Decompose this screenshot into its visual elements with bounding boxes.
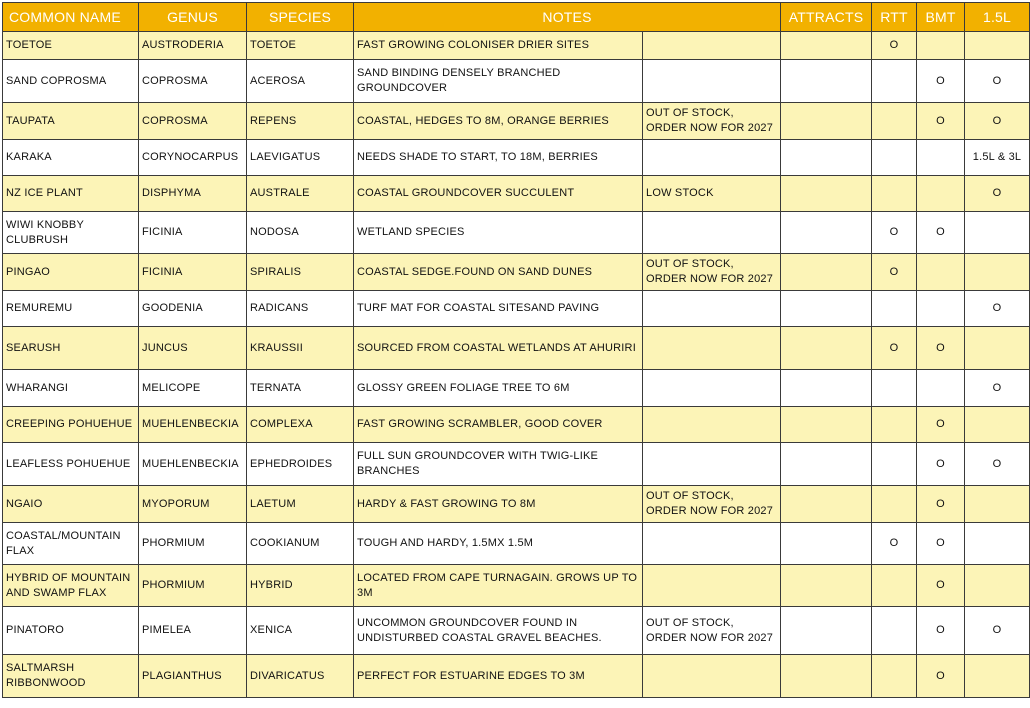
cell-attracts	[781, 565, 872, 607]
cell-bmt	[917, 176, 965, 212]
cell-rtt	[872, 140, 917, 176]
cell-common-name: SALTMARSH RIBBONWOOD	[3, 655, 139, 698]
cell-attracts	[781, 607, 872, 655]
cell-genus: COPROSMA	[139, 60, 247, 103]
cell-common-name: LEAFLESS POHUEHUE	[3, 443, 139, 486]
cell-rtt	[872, 565, 917, 607]
cell-notes: UNCOMMON GROUNDCOVER FOUND IN UNDISTURBED COASTAL GRAVEL BEACHES.	[354, 607, 643, 655]
table-row	[3, 327, 1030, 370]
cell-common-name: PINATORO	[3, 607, 139, 655]
cell-1-5l	[965, 565, 1030, 607]
cell-stock-status: OUT OF STOCK, ORDER NOW FOR 2027	[643, 103, 781, 140]
cell-stock-status: OUT OF STOCK, ORDER NOW FOR 2027	[643, 254, 781, 291]
table-row	[3, 212, 1030, 254]
table-body	[3, 32, 1030, 698]
cell-1-5l	[965, 254, 1030, 291]
cell-1-5l: O	[965, 607, 1030, 655]
cell-bmt: O	[917, 103, 965, 140]
cell-stock-status	[643, 291, 781, 327]
cell-stock-status: OUT OF STOCK, ORDER NOW FOR 2027	[643, 486, 781, 523]
cell-notes: FULL SUN GROUNDCOVER WITH TWIG-LIKE BRANCHES	[354, 443, 643, 486]
cell-bmt	[917, 140, 965, 176]
cell-1-5l: O	[965, 291, 1030, 327]
cell-notes: COASTAL SEDGE.FOUND ON SAND DUNES	[354, 254, 643, 291]
cell-species: LAEVIGATUS	[247, 140, 354, 176]
cell-species: TERNATA	[247, 370, 354, 407]
cell-species: COOKIANUM	[247, 523, 354, 565]
cell-bmt: O	[917, 443, 965, 486]
cell-common-name: WHARANGI	[3, 370, 139, 407]
cell-genus: COPROSMA	[139, 103, 247, 140]
cell-rtt	[872, 407, 917, 443]
cell-notes: NEEDS SHADE TO START, TO 18M, BERRIES	[354, 140, 643, 176]
table-row	[3, 565, 1030, 607]
cell-stock-status	[643, 443, 781, 486]
cell-genus: DISPHYMA	[139, 176, 247, 212]
header-rtt: RTT	[872, 3, 917, 32]
cell-stock-status: LOW STOCK	[643, 176, 781, 212]
cell-common-name: SAND COPROSMA	[3, 60, 139, 103]
cell-bmt: O	[917, 407, 965, 443]
cell-1-5l: O	[965, 103, 1030, 140]
cell-genus: MYOPORUM	[139, 486, 247, 523]
table-row	[3, 607, 1030, 655]
plant-table	[2, 2, 1030, 698]
cell-rtt	[872, 370, 917, 407]
header-row	[3, 3, 1030, 32]
cell-1-5l: O	[965, 370, 1030, 407]
header-genus: GENUS	[139, 3, 247, 32]
table-row	[3, 254, 1030, 291]
cell-genus: PLAGIANTHUS	[139, 655, 247, 698]
cell-species: ACEROSA	[247, 60, 354, 103]
cell-common-name: COASTAL/MOUNTAIN FLAX	[3, 523, 139, 565]
table-row	[3, 291, 1030, 327]
cell-attracts	[781, 103, 872, 140]
cell-bmt: O	[917, 486, 965, 523]
cell-notes: FAST GROWING SCRAMBLER, GOOD COVER	[354, 407, 643, 443]
cell-stock-status	[643, 565, 781, 607]
header-1-5l: 1.5L	[965, 3, 1030, 32]
cell-1-5l	[965, 407, 1030, 443]
cell-attracts	[781, 291, 872, 327]
header-common-name: COMMON NAME	[3, 3, 139, 32]
cell-1-5l: O	[965, 176, 1030, 212]
cell-rtt	[872, 60, 917, 103]
cell-1-5l	[965, 32, 1030, 60]
cell-common-name: TAUPATA	[3, 103, 139, 140]
cell-common-name: WIWI KNOBBY CLUBRUSH	[3, 212, 139, 254]
table-row	[3, 523, 1030, 565]
cell-species: XENICA	[247, 607, 354, 655]
cell-1-5l: 1.5L & 3L	[965, 140, 1030, 176]
cell-genus: FICINIA	[139, 254, 247, 291]
cell-attracts	[781, 32, 872, 60]
cell-stock-status	[643, 370, 781, 407]
cell-species: AUSTRALE	[247, 176, 354, 212]
cell-bmt: O	[917, 565, 965, 607]
cell-common-name: PINGAO	[3, 254, 139, 291]
cell-notes: COASTAL, HEDGES TO 8M, ORANGE BERRIES	[354, 103, 643, 140]
cell-rtt	[872, 103, 917, 140]
cell-1-5l: O	[965, 60, 1030, 103]
cell-attracts	[781, 212, 872, 254]
cell-common-name: NGAIO	[3, 486, 139, 523]
cell-notes: WETLAND SPECIES	[354, 212, 643, 254]
table-row	[3, 32, 1030, 60]
cell-stock-status	[643, 523, 781, 565]
cell-attracts	[781, 655, 872, 698]
cell-species: KRAUSSII	[247, 327, 354, 370]
cell-genus: MUEHLENBECKIA	[139, 407, 247, 443]
cell-bmt: O	[917, 655, 965, 698]
header-attracts: ATTRACTS	[781, 3, 872, 32]
cell-common-name: KARAKA	[3, 140, 139, 176]
cell-1-5l	[965, 212, 1030, 254]
cell-stock-status	[643, 32, 781, 60]
cell-genus: MELICOPE	[139, 370, 247, 407]
cell-species: RADICANS	[247, 291, 354, 327]
cell-notes: SOURCED FROM COASTAL WETLANDS AT AHURIRI	[354, 327, 643, 370]
cell-rtt	[872, 443, 917, 486]
table-row	[3, 655, 1030, 698]
cell-species: EPHEDROIDES	[247, 443, 354, 486]
cell-attracts	[781, 254, 872, 291]
cell-genus: PHORMIUM	[139, 565, 247, 607]
cell-stock-status	[643, 60, 781, 103]
cell-bmt: O	[917, 60, 965, 103]
cell-attracts	[781, 327, 872, 370]
cell-rtt: O	[872, 254, 917, 291]
cell-common-name: REMUREMU	[3, 291, 139, 327]
cell-bmt	[917, 370, 965, 407]
cell-stock-status	[643, 655, 781, 698]
cell-rtt: O	[872, 523, 917, 565]
cell-attracts	[781, 140, 872, 176]
cell-attracts	[781, 486, 872, 523]
cell-bmt: O	[917, 212, 965, 254]
cell-species: HYBRID	[247, 565, 354, 607]
header-species: SPECIES	[247, 3, 354, 32]
cell-stock-status	[643, 140, 781, 176]
cell-genus: PIMELEA	[139, 607, 247, 655]
table-row	[3, 370, 1030, 407]
cell-rtt	[872, 486, 917, 523]
cell-1-5l	[965, 327, 1030, 370]
cell-rtt	[872, 176, 917, 212]
cell-rtt	[872, 655, 917, 698]
cell-attracts	[781, 60, 872, 103]
cell-rtt	[872, 607, 917, 655]
cell-species: SPIRALIS	[247, 254, 354, 291]
cell-bmt: O	[917, 523, 965, 565]
cell-attracts	[781, 523, 872, 565]
cell-species: REPENS	[247, 103, 354, 140]
table-row	[3, 60, 1030, 103]
cell-stock-status	[643, 327, 781, 370]
cell-notes: FAST GROWING COLONISER DRIER SITES	[354, 32, 643, 60]
cell-species: COMPLEXA	[247, 407, 354, 443]
cell-notes: COASTAL GROUNDCOVER SUCCULENT	[354, 176, 643, 212]
cell-genus: JUNCUS	[139, 327, 247, 370]
cell-1-5l	[965, 655, 1030, 698]
cell-common-name: SEARUSH	[3, 327, 139, 370]
cell-bmt	[917, 254, 965, 291]
table-row	[3, 176, 1030, 212]
cell-notes: TURF MAT FOR COASTAL SITESAND PAVING	[354, 291, 643, 327]
cell-1-5l	[965, 523, 1030, 565]
cell-common-name: CREEPING POHUEHUE	[3, 407, 139, 443]
cell-1-5l	[965, 486, 1030, 523]
cell-notes: HARDY & FAST GROWING TO 8M	[354, 486, 643, 523]
table-row	[3, 486, 1030, 523]
cell-genus: AUSTRODERIA	[139, 32, 247, 60]
cell-bmt	[917, 32, 965, 60]
cell-stock-status	[643, 212, 781, 254]
cell-bmt: O	[917, 607, 965, 655]
cell-attracts	[781, 370, 872, 407]
cell-notes: TOUGH AND HARDY, 1.5MX 1.5M	[354, 523, 643, 565]
table-row	[3, 103, 1030, 140]
cell-genus: MUEHLENBECKIA	[139, 443, 247, 486]
cell-genus: FICINIA	[139, 212, 247, 254]
cell-notes: SAND BINDING DENSELY BRANCHED GROUNDCOVER	[354, 60, 643, 103]
cell-notes: LOCATED FROM CAPE TURNAGAIN. GROWS UP TO 3M	[354, 565, 643, 607]
cell-stock-status: OUT OF STOCK, ORDER NOW FOR 2027	[643, 607, 781, 655]
cell-rtt: O	[872, 212, 917, 254]
cell-notes: PERFECT FOR ESTUARINE EDGES TO 3M	[354, 655, 643, 698]
cell-common-name: TOETOE	[3, 32, 139, 60]
cell-rtt: O	[872, 327, 917, 370]
cell-genus: CORYNOCARPUS	[139, 140, 247, 176]
cell-attracts	[781, 443, 872, 486]
cell-rtt: O	[872, 32, 917, 60]
table-row	[3, 140, 1030, 176]
table-row	[3, 443, 1030, 486]
cell-rtt	[872, 291, 917, 327]
cell-bmt	[917, 291, 965, 327]
cell-attracts	[781, 176, 872, 212]
cell-species: DIVARICATUS	[247, 655, 354, 698]
table-row	[3, 407, 1030, 443]
header-bmt: BMT	[917, 3, 965, 32]
cell-species: NODOSA	[247, 212, 354, 254]
cell-common-name: HYBRID OF MOUNTAIN AND SWAMP FLAX	[3, 565, 139, 607]
cell-species: LAETUM	[247, 486, 354, 523]
cell-common-name: NZ ICE PLANT	[3, 176, 139, 212]
cell-species: TOETOE	[247, 32, 354, 60]
cell-attracts	[781, 407, 872, 443]
cell-stock-status	[643, 407, 781, 443]
cell-bmt: O	[917, 327, 965, 370]
cell-1-5l: O	[965, 443, 1030, 486]
cell-genus: GOODENIA	[139, 291, 247, 327]
cell-genus: PHORMIUM	[139, 523, 247, 565]
header-notes: NOTES	[354, 3, 781, 32]
cell-notes: GLOSSY GREEN FOLIAGE TREE TO 6M	[354, 370, 643, 407]
